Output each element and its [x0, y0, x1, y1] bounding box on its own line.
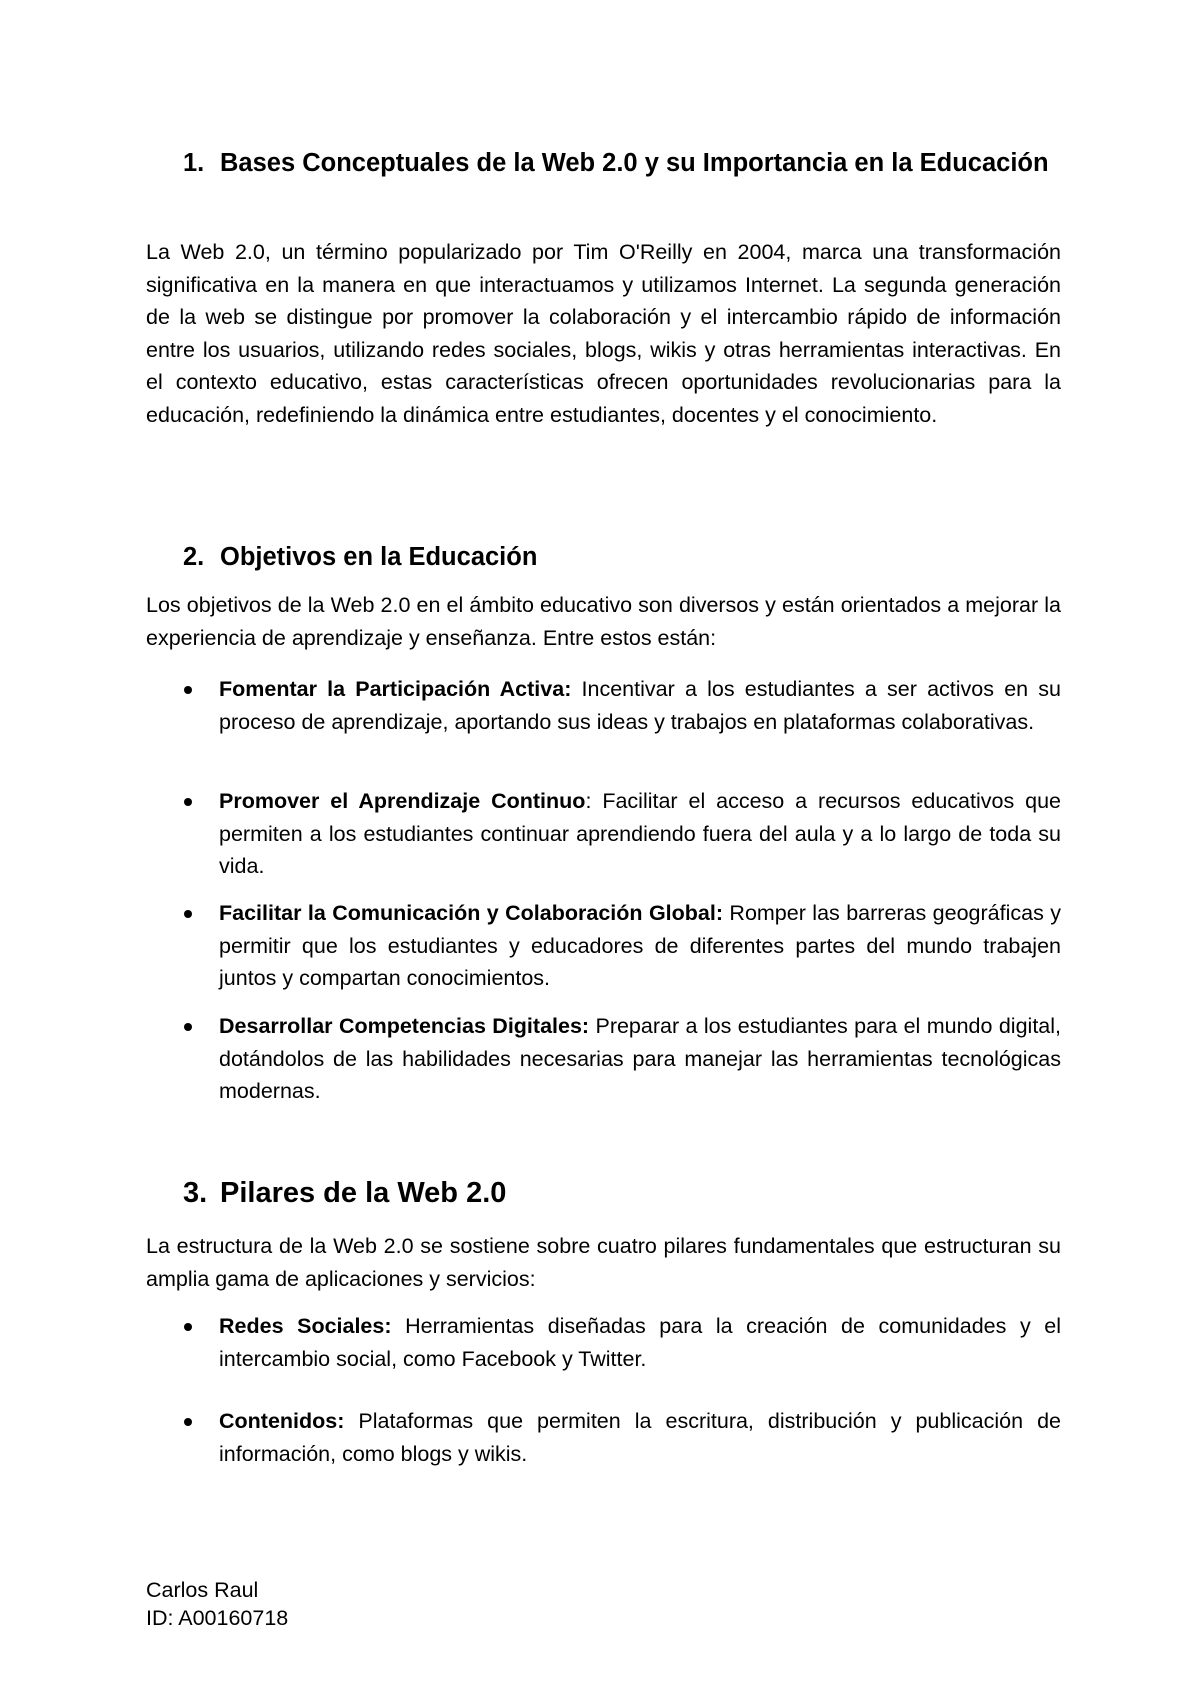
list-item-text: Plataformas que permiten la escritura, distribución y publicación de información, como blogs y wikis. — [219, 1409, 1061, 1466]
list-item — [219, 1010, 1061, 1108]
list-item — [219, 1310, 1061, 1375]
list-item-term: Promover el Aprendizaje Continuo — [219, 789, 586, 813]
list-item-term: Desarrollar Competencias Digitales: — [219, 1014, 590, 1038]
author-id: ID: A00160718 — [146, 1606, 289, 1630]
list-item — [219, 673, 1061, 738]
list-item-term: Redes Sociales: — [219, 1314, 392, 1338]
section-2-number: 2. — [183, 543, 205, 571]
list-item — [219, 897, 1061, 995]
list-item-term: Fomentar la Participación Activa: — [219, 677, 572, 701]
list-item-text: Preparar a los estudiantes para el mundo digital, dotándolos de las habilidades necesarias para manejar las herramientas tecnológicas modernas. — [219, 1014, 1061, 1103]
section-1-heading — [183, 144, 1063, 182]
section-1-number: 1. — [183, 149, 205, 177]
section-2-title: Objetivos en la Educación — [220, 543, 538, 571]
list-item-text: Herramientas diseñadas para la creación de comunidades y el intercambio social, como Facebook y Twitter. — [219, 1314, 1061, 1371]
author-name: Carlos Raul — [146, 1578, 259, 1602]
list-item — [219, 1405, 1061, 1470]
list-item-term: Contenidos: — [219, 1409, 345, 1433]
section-2-heading — [183, 538, 1063, 576]
list-item-text: Incentivar a los estudiantes a ser activos en su proceso de aprendizaje, aportando sus ideas y trabajos en plataformas colaborativas. — [219, 677, 1061, 734]
section-3-number: 3. — [183, 1177, 208, 1209]
list-item-text: : Facilitar el acceso a recursos educativos que permiten a los estudiantes continuar aprendiendo fuera del aula y a lo largo de toda su vida. — [219, 789, 1061, 878]
section-2-paragraph: Los objetivos de la Web 2.0 en el ámbito educativo son diversos y están orientados a mejorar la experiencia de aprendizaje y enseñanza. Entre estos están: — [146, 593, 1061, 650]
section-1-title: Bases Conceptuales de la Web 2.0 y su Importancia en la Educación — [220, 149, 1049, 177]
page-footer — [146, 1576, 288, 1632]
section-1-paragraph: La Web 2.0, un término popularizado por Tim O'Reilly en 2004, marca una transformación significativa en la manera en que interactuamos y utilizamos Internet. La segunda generación de la web se distingue por promover la colaboración y el intercambio rápido de información entre los usuarios, utilizando redes sociales, blogs, wikis y otras herramientas interactivas. En el contexto educativo, estas características ofrecen oportunidades revolucionarias para la educación, redefiniendo la dinámica entre estudiantes, docentes y el conocimiento. — [146, 240, 1061, 427]
section-3-paragraph: La estructura de la Web 2.0 se sostiene sobre cuatro pilares fundamentales que estructuran su amplia gama de aplicaciones y servicios: — [146, 1234, 1061, 1291]
section-3-heading — [183, 1173, 1063, 1213]
section-3-title: Pilares de la Web 2.0 — [220, 1177, 507, 1209]
list-item — [219, 785, 1061, 883]
list-item-text: Romper las barreras geográficas y permitir que los estudiantes y educadores de diferentes partes del mundo trabajen juntos y compartan conocimientos. — [219, 901, 1062, 990]
list-item-term: Facilitar la Comunicación y Colaboración Global: — [219, 901, 723, 925]
